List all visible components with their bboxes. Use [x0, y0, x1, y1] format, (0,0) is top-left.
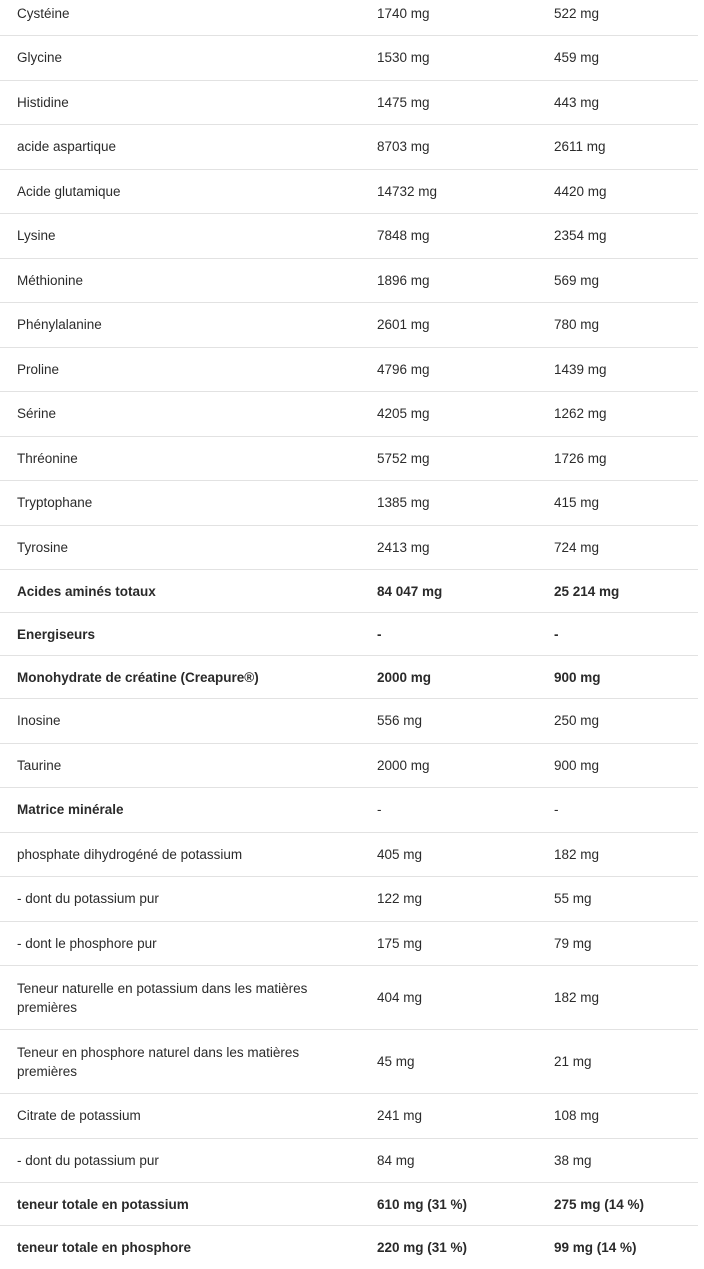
amount-col-2: 459 mg — [554, 50, 600, 66]
amount-col-1: 14732 mg — [377, 183, 438, 199]
nutrient-name: acide aspartique — [17, 139, 117, 155]
table-row — [0, 1094, 698, 1139]
amount-col-1: 5752 mg — [377, 450, 430, 466]
amount-col-2: 182 mg — [554, 846, 600, 862]
table-row — [0, 0, 698, 36]
amount-col-2: 182 mg — [554, 990, 600, 1005]
amount-col-2: 275 mg (14 %) — [554, 1196, 645, 1212]
amount-col-2: 900 mg — [554, 669, 601, 685]
amount-col-2: 250 mg — [554, 713, 600, 729]
nutrient-name: Matrice minérale — [17, 802, 124, 818]
amount-col-1: 241 mg — [377, 1108, 423, 1124]
amount-col-2: 38 mg — [554, 1152, 592, 1168]
table-row — [0, 966, 698, 1030]
amount-col-1: 1896 mg — [377, 272, 430, 288]
nutrient-name: Cystéine — [17, 5, 70, 21]
amount-col-1: 7848 mg — [377, 228, 430, 244]
nutrient-name: Sérine — [17, 406, 57, 422]
amount-col-1: 1385 mg — [377, 495, 430, 511]
nutrient-name: teneur totale en potassium — [17, 1196, 189, 1212]
amount-col-2: 25 214 mg — [554, 583, 620, 599]
amount-col-1: 405 mg — [377, 846, 423, 862]
amount-col-1: 2000 mg — [377, 669, 432, 685]
nutrient-name: Energiseurs — [17, 626, 96, 642]
amount-col-2: 569 mg — [554, 272, 600, 288]
amount-col-2: 1439 mg — [554, 361, 607, 377]
amount-col-2: 780 mg — [554, 317, 600, 333]
table-row — [0, 613, 698, 656]
amount-col-2: 900 mg — [554, 757, 600, 773]
amount-col-2: 2611 mg — [554, 139, 606, 155]
table-row — [0, 922, 698, 967]
amount-col-2: 99 mg (14 %) — [554, 1240, 637, 1255]
amount-col-1: 556 mg — [377, 713, 423, 729]
table-row — [0, 303, 698, 348]
amount-col-2: 2354 mg — [554, 228, 607, 244]
table-row — [0, 259, 698, 304]
amount-col-2: 4420 mg — [554, 183, 607, 199]
amount-col-2: 1262 mg — [554, 406, 607, 422]
amount-col-2: 108 mg — [554, 1108, 600, 1124]
nutrient-name: Lysine — [17, 228, 56, 244]
amount-col-2: 522 mg — [554, 5, 600, 21]
amount-col-1: 1530 mg — [377, 50, 430, 66]
table-row — [0, 877, 698, 922]
table-row — [0, 170, 698, 215]
table-row — [0, 833, 698, 878]
amount-col-2: 443 mg — [554, 94, 600, 110]
nutrient-name: - dont le phosphore pur — [17, 935, 157, 951]
amount-col-1: 84 mg — [377, 1152, 415, 1168]
amount-col-1: 122 mg — [377, 891, 423, 907]
amount-col-1: 2601 mg — [377, 317, 430, 333]
amount-col-1: - — [377, 802, 382, 818]
nutrient-name: phosphate dihydrogéné de potassium — [17, 846, 243, 862]
nutrient-name: Glycine — [17, 50, 63, 66]
nutrient-name: Méthionine — [17, 272, 84, 288]
nutrient-name: Citrate de potassium — [17, 1108, 141, 1124]
table-row — [0, 437, 698, 482]
amount-col-1: 220 mg (31 %) — [377, 1240, 468, 1255]
amount-col-2: 21 mg — [554, 1054, 592, 1069]
table-row — [0, 481, 698, 526]
table-row — [0, 36, 698, 81]
table-row — [0, 392, 698, 437]
amount-col-1: 84 047 mg — [377, 583, 443, 599]
table-row — [0, 744, 698, 789]
nutrient-name: Phénylalanine — [17, 317, 102, 333]
table-row — [0, 1226, 698, 1269]
nutrient-name: Tryptophane — [17, 495, 93, 511]
amount-col-1: 404 mg — [377, 990, 423, 1005]
table-row — [0, 125, 698, 170]
table-row — [0, 348, 698, 393]
table-row — [0, 656, 698, 699]
amount-col-1: 45 mg — [377, 1054, 415, 1069]
amount-col-1: 1740 mg — [377, 5, 430, 21]
nutrient-name: Tyrosine — [17, 539, 69, 555]
nutrient-name: Taurine — [17, 757, 62, 773]
table-row — [0, 788, 698, 833]
nutrient-name: Inosine — [17, 713, 61, 729]
nutrient-name: Teneur naturelle en potassium dans les matières premières — [17, 980, 308, 1015]
table-row — [0, 699, 698, 744]
nutrient-name: Monohydrate de créatine (Creapure®) — [17, 669, 259, 685]
amount-col-1: 4796 mg — [377, 361, 430, 377]
amount-col-1: 2000 mg — [377, 757, 430, 773]
table-row — [0, 1030, 698, 1094]
table-row — [0, 81, 698, 126]
nutrient-name: Teneur en phosphore naturel dans les matières premières — [17, 1044, 300, 1079]
nutrient-name: Acides aminés totaux — [17, 583, 156, 599]
amount-col-2: - — [554, 802, 559, 818]
amount-col-2: 79 mg — [554, 935, 592, 951]
amount-col-1: 610 mg (31 %) — [377, 1196, 468, 1212]
amount-col-2: - — [554, 626, 559, 642]
amount-col-1: 8703 mg — [377, 139, 430, 155]
amount-col-1: 4205 mg — [377, 406, 430, 422]
table-row — [0, 1139, 698, 1184]
nutrient-name: Histidine — [17, 94, 69, 110]
table-row — [0, 526, 698, 571]
amount-col-2: 1726 mg — [554, 450, 607, 466]
nutrient-name: Acide glutamique — [17, 183, 121, 199]
amount-col-1: 175 mg — [377, 935, 423, 951]
table-row — [0, 214, 698, 259]
amount-col-2: 415 mg — [554, 495, 600, 511]
nutrient-name: - dont du potassium pur — [17, 891, 159, 907]
amount-col-2: 55 mg — [554, 891, 592, 907]
table-row — [0, 1183, 698, 1226]
amount-col-1: - — [377, 626, 382, 642]
amount-col-1: 1475 mg — [377, 94, 430, 110]
nutrient-name: teneur totale en phosphore — [17, 1240, 192, 1255]
table-row — [0, 570, 698, 613]
nutrient-name: Thréonine — [17, 450, 78, 466]
amount-col-2: 724 mg — [554, 539, 600, 555]
amount-col-1: 2413 mg — [377, 539, 430, 555]
nutrient-name: - dont du potassium pur — [17, 1152, 159, 1168]
nutrient-name: Proline — [17, 361, 60, 377]
